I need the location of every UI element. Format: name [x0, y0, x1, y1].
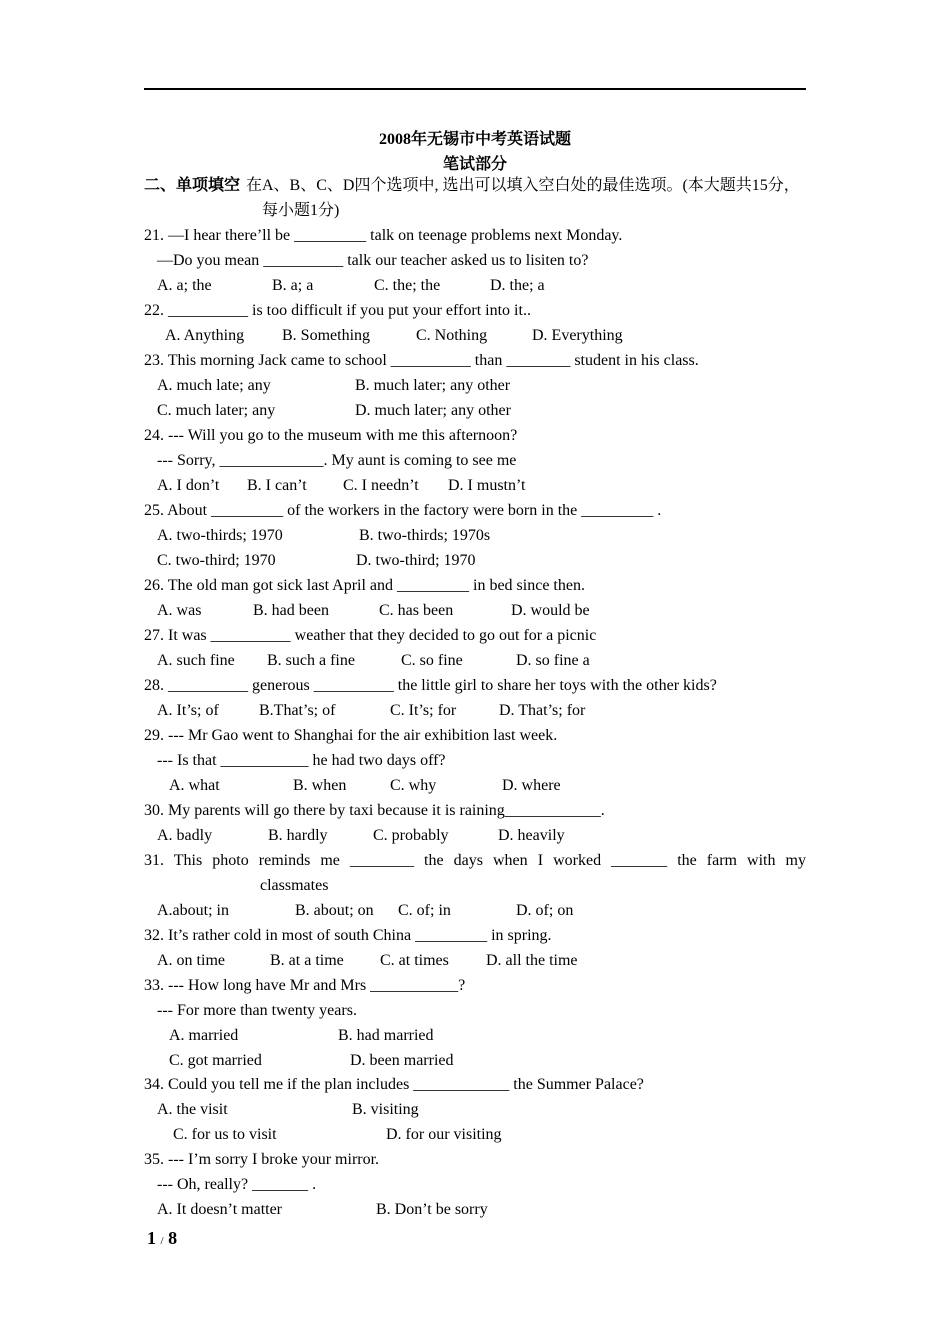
- question-34-option-a: A. the visit: [157, 1101, 228, 1118]
- question-27-stem: 27. It was __________ weather that they decided to go out for a picnic: [144, 627, 597, 644]
- exam-subtitle: 笔试部分: [442, 156, 507, 173]
- question-22-option-b: B. Something: [282, 327, 371, 344]
- question-26-option-a: A. was: [157, 602, 202, 619]
- question-35-option-b: B. Don’t be sorry: [376, 1201, 488, 1218]
- question-30-option-b: B. hardly: [268, 827, 328, 844]
- question-30-option-a: A. badly: [157, 827, 213, 844]
- question-24-option-c: C. I needn’t: [343, 477, 419, 494]
- question-29-option-b: B. when: [293, 777, 347, 794]
- question-31-option-c: C. of; in: [398, 902, 451, 919]
- question-32-option-d: D. all the time: [486, 952, 578, 969]
- question-27-option-c: C. so fine: [401, 652, 463, 669]
- question-30-stem: 30. My parents will go there by taxi because it is raining____________.: [144, 802, 605, 819]
- question-29-option-a: A. what: [169, 777, 220, 794]
- question-22-option-a: A. Anything: [165, 327, 245, 344]
- header-rule: [144, 88, 806, 90]
- question-25-option-d: D. two-third; 1970: [356, 552, 476, 569]
- page-separator: /: [160, 1235, 164, 1247]
- question-31-option-b: B. about; on: [295, 902, 374, 919]
- question-22-option-c: C. Nothing: [416, 327, 488, 344]
- question-34-option-b: B. visiting: [352, 1101, 419, 1118]
- question-29-stem2: --- Is that ___________ he had two days off?: [157, 752, 446, 769]
- question-21-option-c: C. the; the: [374, 277, 441, 294]
- question-27-option-b: B. such a fine: [267, 652, 355, 669]
- question-28-option-a: A. It’s; of: [157, 702, 219, 719]
- page-number: [147, 1228, 177, 1249]
- question-35-stem2: --- Oh, really? _______ .: [157, 1176, 317, 1193]
- question-21-option-b: B. a; a: [272, 277, 314, 294]
- question-28-option-d: D. That’s; for: [499, 702, 586, 719]
- question-25-option-c: C. two-third; 1970: [157, 552, 276, 569]
- question-29-stem: 29. --- Mr Gao went to Shanghai for the air exhibition last week.: [144, 727, 558, 744]
- question-21-option-a: A. a; the: [157, 277, 212, 294]
- question-33-option-b: B. had married: [338, 1027, 434, 1044]
- question-23-stem: 23. This morning Jack came to school __________ than ________ student in his class.: [144, 352, 699, 369]
- page-total: 8: [168, 1228, 178, 1248]
- question-32-stem: 32. It’s rather cold in most of south China _________ in spring.: [144, 927, 552, 944]
- question-31-option-a: A.about; in: [157, 902, 229, 919]
- question-34-option-d: D. for our visiting: [386, 1126, 502, 1143]
- section-heading: 二、单项填空: [144, 177, 241, 194]
- question-35-option-a: A. It doesn’t matter: [157, 1201, 283, 1218]
- section-instruction-cont: 每小题1分): [262, 202, 340, 219]
- question-33-option-c: C. got married: [169, 1052, 262, 1069]
- question-25-option-b: B. two-thirds; 1970s: [359, 527, 491, 544]
- question-29-option-d: D. where: [502, 777, 561, 794]
- question-32-option-c: C. at times: [380, 952, 449, 969]
- question-27-option-a: A. such fine: [157, 652, 235, 669]
- question-31-stem: 31. This photo reminds me ________ the days when I worked _______ the farm with my: [144, 852, 806, 869]
- question-33-stem: 33. --- How long have Mr and Mrs ___________?: [144, 977, 466, 994]
- exam-title: 2008年无锡市中考英语试题: [378, 131, 571, 148]
- question-28-option-b: B.That’s; of: [259, 702, 336, 719]
- question-26-option-b: B. had been: [253, 602, 329, 619]
- question-26-option-c: C. has been: [379, 602, 454, 619]
- question-35-stem: 35. --- I’m sorry I broke your mirror.: [144, 1151, 380, 1168]
- question-24-stem2: --- Sorry, _____________. My aunt is coming to see me: [157, 452, 517, 469]
- question-30-option-c: C. probably: [373, 827, 449, 844]
- question-24-option-a: A. I don’t: [157, 477, 220, 494]
- question-22-stem: 22. __________ is too difficult if you put your effort into it..: [144, 302, 531, 319]
- question-23-option-d: D. much later; any other: [355, 402, 511, 419]
- question-24-option-d: D. I mustn’t: [448, 477, 526, 494]
- question-32-option-a: A. on time: [157, 952, 225, 969]
- question-26-stem: 26. The old man got sick last April and _________ in bed since then.: [144, 577, 585, 594]
- question-28-option-c: C. It’s; for: [390, 702, 457, 719]
- question-21-stem: 21. —I hear there’ll be _________ talk on teenage problems next Monday.: [144, 227, 623, 244]
- question-31-stem2: classmates: [260, 877, 329, 894]
- question-26-option-d: D. would be: [511, 602, 590, 619]
- page-current: 1: [147, 1228, 156, 1248]
- question-21-stem2: —Do you mean __________ talk our teacher asked us to lisiten to?: [157, 252, 589, 269]
- question-25-option-a: A. two-thirds; 1970: [157, 527, 283, 544]
- question-25-stem: 25. About _________ of the workers in the factory were born in the _________ .: [144, 502, 662, 519]
- question-27-option-d: D. so fine a: [516, 652, 590, 669]
- question-34-stem: 34. Could you tell me if the plan includes ____________ the Summer Palace?: [144, 1076, 644, 1093]
- question-23-option-b: B. much later; any other: [355, 377, 511, 394]
- question-24-option-b: B. I can’t: [247, 477, 307, 494]
- question-23-option-a: A. much late; any: [157, 377, 271, 394]
- question-34-option-c: C. for us to visit: [173, 1126, 277, 1143]
- question-30-option-d: D. heavily: [498, 827, 565, 844]
- question-24-stem: 24. --- Will you go to the museum with me this afternoon?: [144, 427, 518, 444]
- question-23-option-c: C. much later; any: [157, 402, 276, 419]
- question-32-option-b: B. at a time: [270, 952, 344, 969]
- question-33-option-a: A. married: [169, 1027, 239, 1044]
- question-22-option-d: D. Everything: [532, 327, 623, 344]
- question-21-option-d: D. the; a: [490, 277, 545, 294]
- question-31-option-d: D. of; on: [516, 902, 574, 919]
- section-instruction: 在A、B、C、D四个选项中, 选出可以填入空白处的最佳选项。(本大题共15分，: [246, 177, 800, 194]
- question-33-option-d: D. been married: [350, 1052, 454, 1069]
- question-29-option-c: C. why: [390, 777, 437, 794]
- question-28-stem: 28. __________ generous __________ the little girl to share her toys with the other kids?: [144, 677, 717, 694]
- question-33-stem2: --- For more than twenty years.: [157, 1002, 357, 1019]
